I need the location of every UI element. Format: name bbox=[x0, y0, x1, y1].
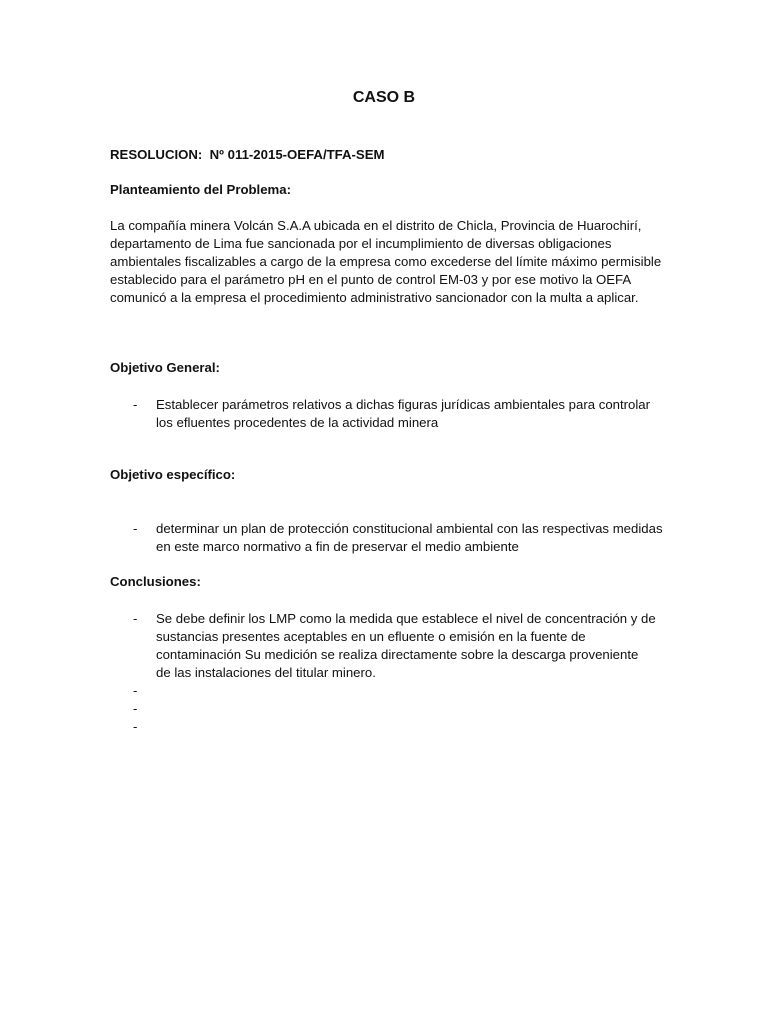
bullet-dash: - bbox=[133, 611, 138, 626]
general-objective-text: Establecer parámetros relativos a dichas figuras jurídicas ambientales para controlar los efluentes procedentes de la actividad minera bbox=[156, 397, 651, 430]
empty-bullet-dash: - bbox=[133, 701, 138, 716]
empty-bullet-dash: - bbox=[133, 719, 138, 734]
specific-objective-text: determinar un plan de protección constitucional ambiental con las respectivas medidas en este marco normativo a fin de preservar el medio ambiente bbox=[156, 521, 663, 554]
resolution-value: Nº 011-2015-OEFA/TFA-SEM bbox=[209, 147, 385, 162]
conclusion-text: Se debe definir los LMP como la medida que establece el nivel de concentración y de sustancias presentes aceptables en un efluente o emisión en la fuente de contaminación Su medición se realiza directamente sobre la descarga proveniente de las instalaciones del titular minero. bbox=[156, 611, 656, 680]
document-title: CASO B bbox=[352, 89, 416, 106]
resolution-label: RESOLUCION: bbox=[110, 147, 203, 162]
resolution-line bbox=[110, 147, 670, 162]
general-objective-heading: Objetivo General: bbox=[110, 360, 220, 375]
conclusions-heading: Conclusiones: bbox=[110, 574, 201, 589]
problem-heading: Planteamiento del Problema: bbox=[110, 182, 292, 197]
empty-bullet-dash: - bbox=[133, 683, 138, 698]
bullet-dash: - bbox=[133, 397, 138, 412]
specific-objective-heading: Objetivo específico: bbox=[110, 467, 236, 482]
problem-paragraph: La compañía minera Volcán S.A.A ubicada en el distrito de Chicla, Provincia de Huarochirí, departamento de Lima fue sancionada por el incumplimiento de diversas obligaciones ambientales fiscalizables a cargo de la empresa como excederse del límite máximo permisible establecido para el parámetro pH en el punto de control EM-03 y por ese motivo la OEFA comunicó a la empresa el procedimiento administrativo sancionador con la multa a aplicar. bbox=[110, 218, 662, 305]
bullet-dash: - bbox=[133, 521, 138, 536]
